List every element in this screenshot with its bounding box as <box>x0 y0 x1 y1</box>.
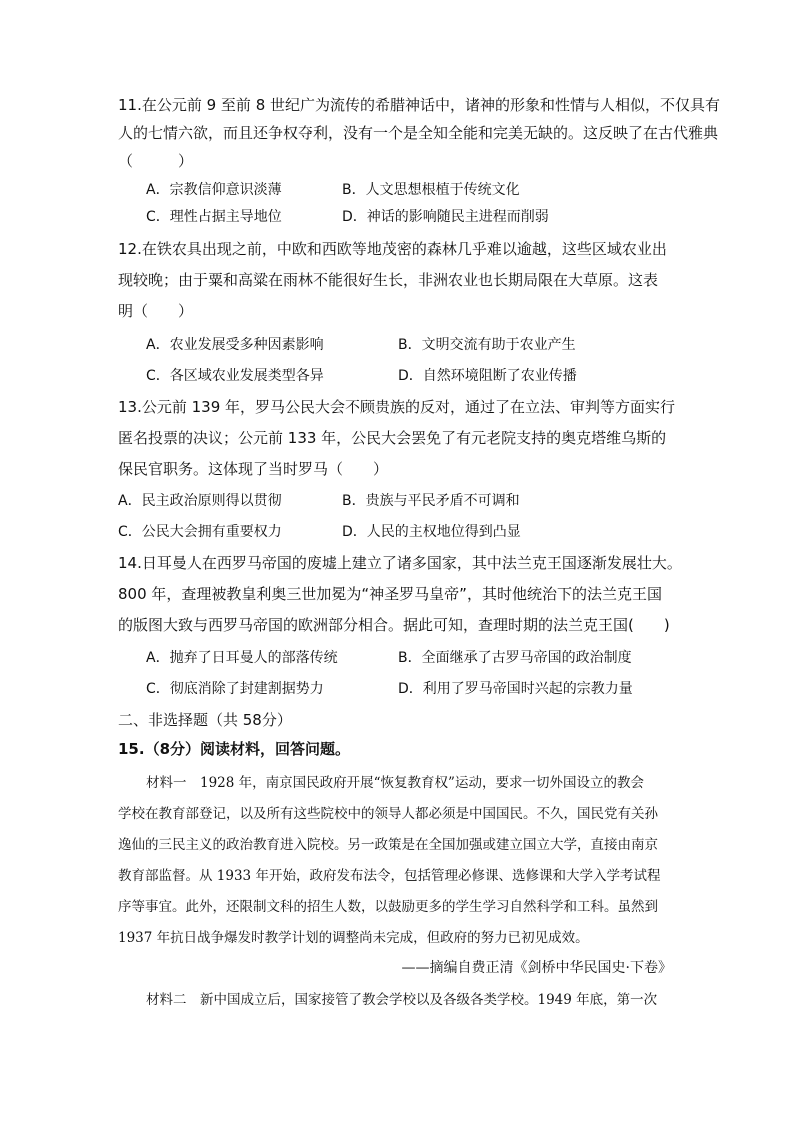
q11-option-d: D．神话的影响随民主进程而削弱 <box>342 209 549 225</box>
q13-line1: 13.公元前 139 年，罗马公民大会不顾贵族的反对，通过了在立法、审判等方面实行 <box>118 398 676 416</box>
material1-line: 序等事宜。此外，还限制文科的招生人数，以鼓励更多的学生学习自然科学和工科。虽然到 <box>118 899 658 915</box>
material1-source: ——摘编自费正清《剑桥中华民国史·下卷》 <box>401 960 672 976</box>
q11-option-a: A．宗教信仰意识淡薄 <box>146 182 282 198</box>
q11-line3: （ ） <box>118 152 194 170</box>
q14-option-c: C．彻底消除了封建割据势力 <box>146 681 324 697</box>
material1-line: 学校在教育部登记，以及所有这些院校中的领导人都必须是中国国民。不久，国民党有关孙 <box>118 806 658 822</box>
material1-line: 逸仙的三民主义的政治教育进入院校。另一政策是在全国加强或建立国立大学，直接由南京 <box>118 837 658 853</box>
q12-option-c: C．各区域农业发展类型各异 <box>146 368 324 384</box>
q12-line2: 现较晚；由于粟和高粱在雨林不能很好生长，非洲农业也长期局限在大草原。这表 <box>118 271 659 289</box>
q14-option-b: B．全面继承了古罗马帝国的政治制度 <box>398 650 632 666</box>
q15-intro: 15.（8分）阅读材料，回答问题。 <box>118 740 351 758</box>
q12-line3: 明（ ） <box>118 302 194 320</box>
q14-line2: 800 年，查理被教皇利奥三世加冕为“神圣罗马皇帝”，其时他统治下的法兰克王国 <box>118 585 662 603</box>
q14-option-a: A．抛弃了日耳曼人的部落传统 <box>146 650 338 666</box>
q12-line1: 12.在铁农具出现之前，中欧和西欧等地茂密的森林几乎难以逾越，这些区域农业出 <box>118 240 667 258</box>
q13-option-a: A．民主政治原则得以贯彻 <box>118 493 282 509</box>
q11-option-c: C．理性占据主导地位 <box>146 209 282 225</box>
q14-line3: 的版图大致与西罗马帝国的欧洲部分相合。据此可知，查理时期的法兰克王国( ) <box>118 616 670 634</box>
q13-option-d: D．人民的主权地位得到凸显 <box>342 524 521 540</box>
section-heading: 二、非选择题（共 58分） <box>118 711 292 729</box>
q12-option-d: D．自然环境阻断了农业传播 <box>398 368 577 384</box>
q11-line2: 人的七情六欲，而且还争权夺利，没有一个是全知全能和完美无缺的。这反映了在古代雅典 <box>118 124 719 142</box>
q14-option-d: D．利用了罗马帝国时兴起的宗教力量 <box>398 681 633 697</box>
q13-line2: 匿名投票的决议；公元前 133 年，公民大会罢免了有元老院支持的奥克塔维乌斯的 <box>118 429 667 447</box>
q12-option-b: B．文明交流有助于农业产生 <box>398 337 576 353</box>
material1-line: 材料一 1928 年，南京国民政府开展“恢复教育权”运动，要求一切外国设立的教会 <box>146 775 644 791</box>
q11-line1: 11.在公元前 9 至前 8 世纪广为流传的希腊神话中，诸神的形象和性情与人相似，不仅具有 <box>118 96 721 114</box>
material2-line: 材料二 新中国成立后，国家接管了教会学校以及各级各类学校。1949 年底，第一次 <box>146 992 658 1008</box>
material1-line: 1937 年抗日战争爆发时教学计划的调整尚未完成，但政府的努力已初见成效。 <box>118 930 589 946</box>
q13-option-b: B．贵族与平民矛盾不可调和 <box>342 493 520 509</box>
q14-line1: 14.日耳曼人在西罗马帝国的废墟上建立了诸多国家，其中法兰克王国逐渐发展壮大。 <box>118 554 682 572</box>
q13-option-c: C．公民大会拥有重要权力 <box>118 524 282 540</box>
q12-option-a: A．农业发展受多种因素影响 <box>146 337 324 353</box>
material1-line: 教育部监督。从 1933 年开始，政府发布法令，包括管理必修课、选修课和大学入学考试程 <box>118 868 661 884</box>
q13-line3: 保民官职务。这体现了当时罗马（ ） <box>118 460 389 478</box>
q11-option-b: B．人文思想根植于传统文化 <box>342 182 520 198</box>
